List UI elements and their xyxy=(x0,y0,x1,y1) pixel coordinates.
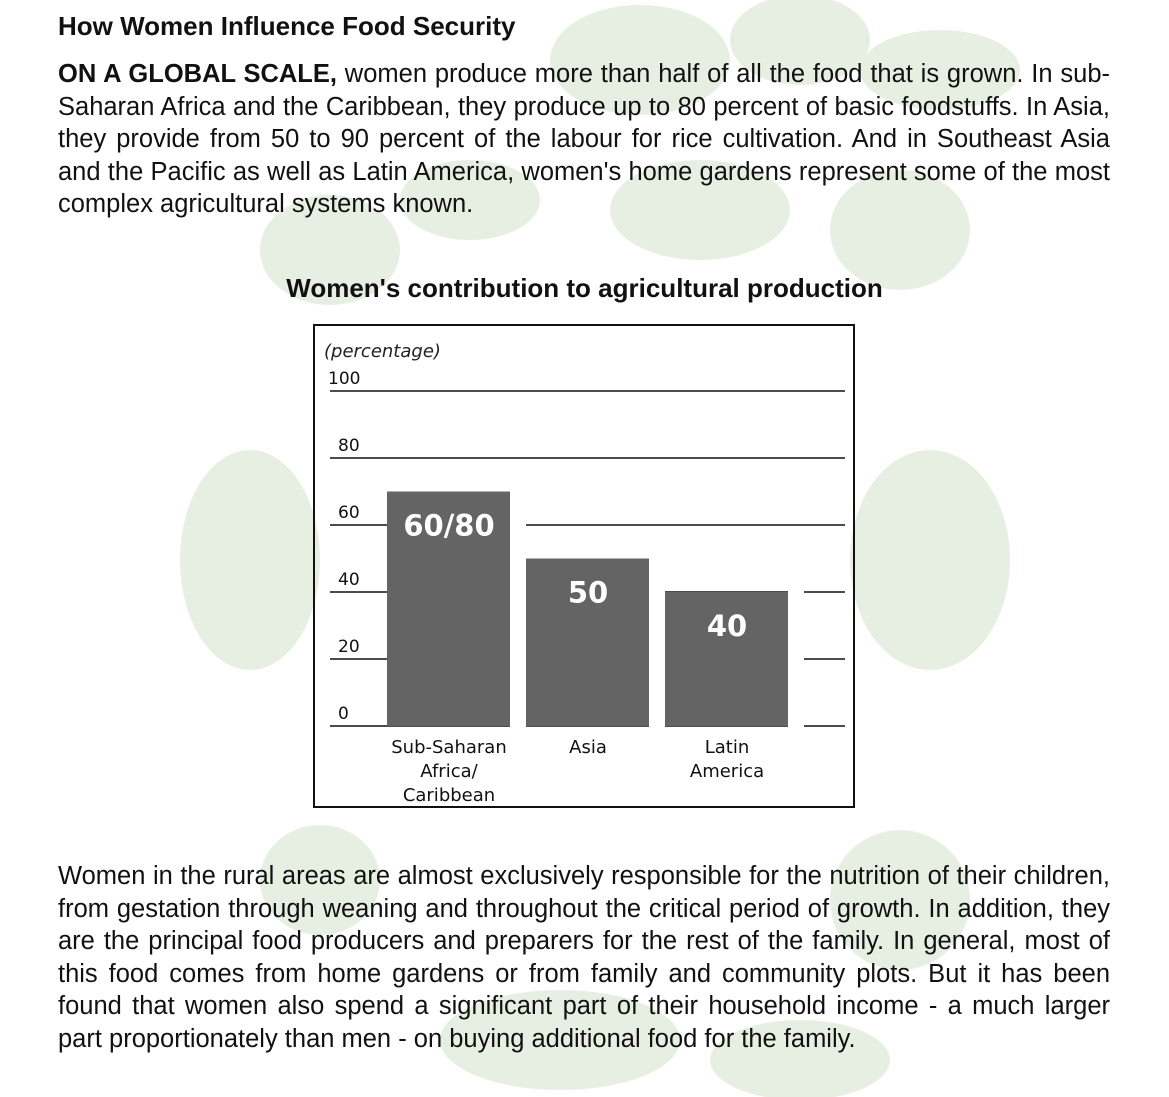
bar-gap-2 xyxy=(788,590,804,728)
y-tick-label-100: 100 xyxy=(328,369,361,389)
page-heading: How Women Influence Food Security xyxy=(58,11,516,41)
chart-frame xyxy=(313,324,855,808)
body-paragraph: Women in the rural areas are almost exclusively responsible for the nutrition of their children, from gestation through weaning and throughout the critical period of growth. In addition, they are the principal food producers and preparers for the rest of the family. In general, most of this food comes from home gardens or from family and community plots. But it has been found that women also spend a significant part of their household income - a much larger part proportionately than men - on buying additional food for the family. xyxy=(58,862,1110,1053)
category-label-1 xyxy=(569,737,607,758)
intro-body: women produce more than half of all the food that is grown. In sub-Saharan Africa and the Caribbean, they produce up to 80 percent of basic foodstuffs. In Asia, they provide from 50 to 90 percent of the labour for rice cultivation. And in Southeast Asia and the Pacific as well as Latin America, women's home gardens represent some of the most complex agricultural systems known. xyxy=(58,60,1110,218)
y-tick-label-80: 80 xyxy=(338,436,360,456)
y-axis-label: (percentage) xyxy=(324,341,441,362)
y-tick-label-40: 40 xyxy=(338,570,360,590)
y-tick-label-0: 0 xyxy=(338,704,349,724)
intro-lead: ON A GLOBAL SCALE, xyxy=(58,60,337,88)
category-label-0 xyxy=(391,737,507,806)
bar-value-label-2: 40 xyxy=(706,609,748,643)
category-label-line: Latin xyxy=(704,737,750,758)
category-label-line: Africa/ xyxy=(420,761,478,782)
y-tick-label-60: 60 xyxy=(338,503,360,523)
category-label-line: Caribbean xyxy=(402,785,496,806)
category-label-line: Asia xyxy=(569,737,607,758)
category-label-line: Sub-Saharan xyxy=(391,737,507,758)
bar-value-label-0: 60/80 xyxy=(403,508,495,543)
bar-gap-1 xyxy=(649,557,665,729)
chart-title: Women's contribution to agricultural production xyxy=(286,273,883,303)
y-tick-label-20: 20 xyxy=(338,637,360,657)
intro-paragraph xyxy=(58,58,1110,221)
category-label-2 xyxy=(690,737,764,782)
bar-gap-0 xyxy=(510,490,526,729)
bar-value-label-1: 50 xyxy=(567,575,609,610)
category-label-line: America xyxy=(689,761,765,782)
bar-chart xyxy=(315,326,853,806)
